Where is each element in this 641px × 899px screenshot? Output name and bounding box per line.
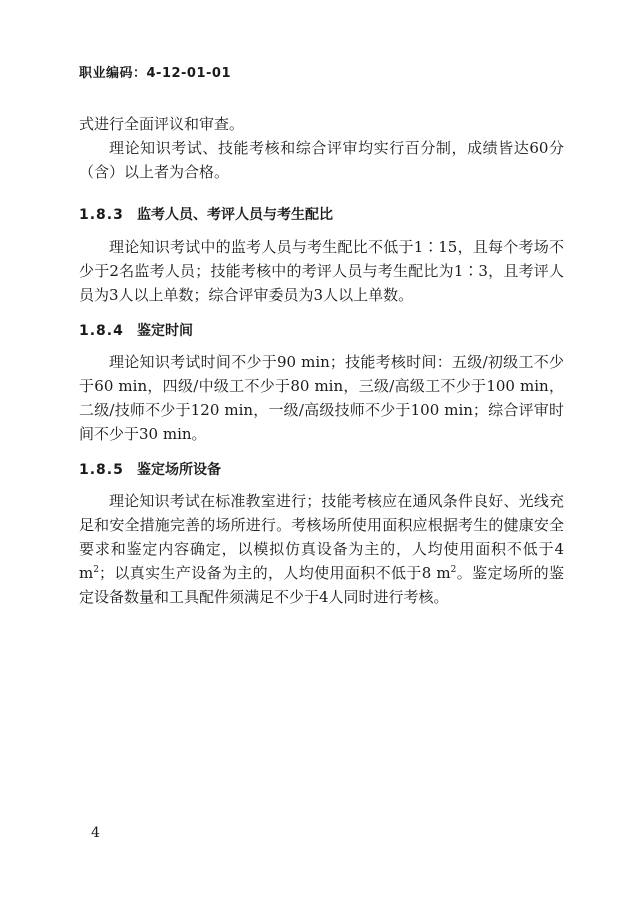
- section-heading-1-8-3: [79, 204, 333, 224]
- paragraph-part-b: ；以真实生产设备为主的，人均使用面积不低于8 m: [98, 564, 451, 582]
- section-paragraph: [79, 489, 564, 609]
- intro-text: [79, 112, 564, 184]
- section-paragraph: 理论知识考试中的监考人员与考生配比不低于1∶15，且每个考场不少于2名监考人员；技能考核中的考评人员与考生配比为1∶3，且考评人员为3人以上单数；综合评审委员为3人以上单数。: [79, 238, 564, 304]
- section-body-1-8-4: [79, 350, 564, 446]
- paragraph-part-c: 。鉴定场所的鉴定设备数量和工具配件须满足不少于4人同时进行考核。: [79, 564, 564, 606]
- section-number: 1.8.4: [79, 323, 124, 339]
- section-number: 1.8.5: [79, 462, 124, 478]
- section-title: 鉴定场所设备: [137, 462, 221, 478]
- section-heading-1-8-5: [79, 459, 221, 479]
- section-body-1-8-5: [79, 489, 564, 609]
- page-number: 4: [91, 825, 100, 841]
- intro-line: 式进行全面评议和审查。: [79, 115, 245, 133]
- superscript-2: 2: [93, 565, 99, 575]
- section-paragraph: 理论知识考试时间不少于90 min；技能考核时间：五级/初级工不少于60 min，四级/中级工不少于80 min，三级/高级工不少于100 min，二级/技师不少于120 min，一级/高级技师不少于100 min；综合评审时间不少于30 min。: [79, 353, 564, 443]
- occupation-code: 职业编码：4-12-01-01: [79, 66, 232, 81]
- superscript-2: 2: [450, 565, 457, 575]
- section-title: 监考人员、考评人员与考生配比: [137, 207, 333, 223]
- section-heading-1-8-4: [79, 320, 193, 340]
- paragraph-part-a: 理论知识考试在标准教室进行；技能考核应在通风条件良好、光线充足和安全措施完善的场所进行。考核场所使用面积应根据考生的健康安全要求和鉴定内容确定，以模拟仿真设备为主的，人均使用面积不低于4 m: [79, 492, 564, 582]
- section-number: 1.8.3: [79, 207, 124, 223]
- section-body-1-8-3: [79, 235, 564, 307]
- scoring-paragraph: 理论知识考试、技能考核和综合评审均实行百分制，成绩皆达60分（含）以上者为合格。: [79, 139, 564, 181]
- section-title: 鉴定时间: [137, 323, 193, 339]
